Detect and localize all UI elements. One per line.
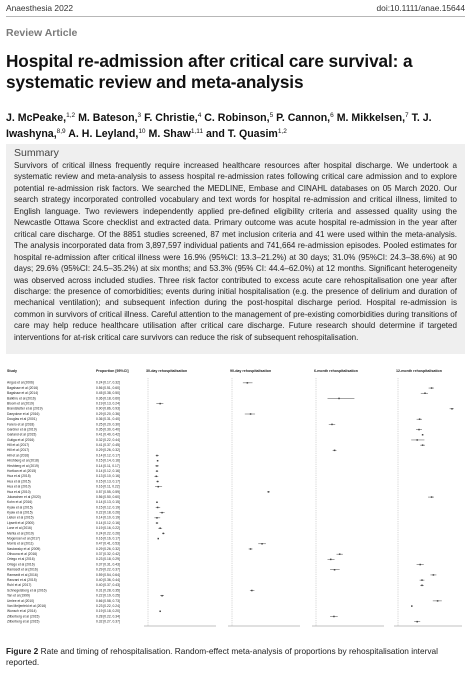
point-estimate [422,434,424,436]
proportion-label: 0.56 [0.50, 0.60] [96,494,120,499]
proportion-label: 0.29 [0.22, 0.37] [96,567,120,572]
author-name: J. McPeake, [6,112,67,124]
proportion-label: 0.41 [0.40, 0.42] [96,432,120,437]
study-label: Kyaw et al (2015) [7,510,33,515]
point-estimate [268,491,270,493]
point-estimate [159,403,161,405]
study-label: Hirshberg et al (2019) [7,463,39,468]
proportion-label: 0.24 [0.17, 0.32] [96,380,120,385]
study-label: Bagshaw et al (2016) [7,385,39,390]
proportion-label: 0.13 [0.10, 0.16] [96,474,120,479]
proportion-label: 0.16 [0.16, 0.17] [96,536,120,541]
point-estimate [156,502,158,504]
proportion-label: 0.22 [0.18, 0.26] [96,510,120,515]
study-label: Othouna et al (2016) [7,552,38,557]
study-label: Hua et al (2015) [7,474,31,479]
author-name: T. J. Iwashyna, [6,112,432,140]
article-title: Hospital re-admission after critical care survival: a systematic review and meta-analysis [6,51,413,92]
point-estimate [338,398,340,400]
author-name: M. Bateson, [78,112,138,124]
point-estimate [330,559,332,561]
point-estimate [157,481,159,483]
study-label: Gutiga et al (2016) [7,437,35,442]
point-estimate [416,439,418,441]
proportion-label: 0.66 [0.58, 0.73] [96,598,120,603]
study-label: Daeydove et al (2016) [7,411,40,416]
proportion-label: 0.14 [0.11, 0.17] [96,463,120,468]
point-estimate [431,387,433,389]
proportion-label: 0.90 [0.86, 0.93] [96,406,120,411]
study-label: Tan et al (1999) [7,593,30,598]
point-estimate [433,574,435,576]
proportion-label: 0.29 [0.26, 0.32] [96,546,120,551]
proportion-label: 0.35 [0.30, 0.40] [96,427,120,432]
study-label: Ruhl et al (2017) [7,583,32,588]
study-label: Douglas et al (2001) [7,417,37,422]
proportion-label: 0.19 [0.13, 0.24] [96,401,120,406]
summary-text: Survivors of critical illness frequently require increased healthcare resources after hospital discharge. We undertook a systematic review and meta-analysis to assess hospital re-admission rates following critical care admission and to explore potential re-admission risk factors. We searched the MEDLINE, Embase and CINAHL databases on 05 March 2020. Our search strategy incorporated controlled vocabulary and text words for hospital re-admission and critical illness, limited to English language. Two reviewers independently applied pre-defined eligibility criteria and assessed quality using the Newcastle Ottawa Score checklist and extracted data. Primary outcome was acute hospital re-admission in the year after critical care discharge. Of the 8851 studies screened, 87 met inclusion criteria and 41 were used within the meta-analysis. The analysis incorporated data from 3,897,597 individual patients and 741,664 re-admission episodes. Pooled estimates for hospital re-admission after critical illness were 16.9% (95%CI: 13.3–21.2%) at 30 days; 31.0% (95%CI: 24.3–38.6%) at 90 days; 29.6% (95%CI: 24.5–35.2%) at six months; and 53.3% (95% CI: 44.4–62.0%) at 12 months. Significant heterogeneity was observed across included studies. Three risk factor contributed to excess acute care rehospitalisation one year after discharge: the presence of comorbidities; events during initial hospitalisation (e.g. the presence of delirium and duration of mechanical ventilation); and subsequent infection during the post-hospital discharge period. Hospital re-admission is common in survivors of critical illness. Careful attention to the management of pre-existing comorbidities during transitions of care may help reduce healthcare utilisation after critical care discharge. Future research should determine if targeted interventions for at-risk critical care survivors can reduce the risk of subsequent rehospitalisation. [14,161,457,342]
study-label: Lieten et al (2015) [7,515,34,520]
point-estimate [156,455,158,457]
study-label: Ramsedt et al (2016) [7,567,38,572]
study-label: Nasiowsky et al (2009) [7,546,41,551]
point-estimate [161,512,163,514]
point-estimate [156,465,158,467]
point-estimate [247,382,249,384]
panel-header: 6-month rehospitalisation [314,369,358,373]
study-label: Van Meijenfeld et al (2016) [7,603,47,608]
point-estimate [159,611,161,613]
author-name: P. Cannon, [276,112,331,124]
study-label: Zilberberg et al (2015) [7,619,40,624]
proportion-label: 0.14 [0.13, 0.15] [96,500,120,505]
author-list [6,109,466,141]
proportion-label: 0.59 [0.54, 0.64] [96,572,120,577]
proportion-label: 0.15 [0.13, 0.17] [96,479,120,484]
proportion-label: 0.14 [0.12, 0.17] [96,453,120,458]
point-estimate [250,413,252,415]
point-estimate [156,470,158,472]
proportion-label: 0.31 [0.28, 0.35] [96,588,120,593]
point-estimate [156,476,158,478]
study-label: Gardner et al (2019) [7,427,37,432]
study-label: Hua et al (2010) [7,484,31,489]
study-label: Ramsedt et al (2016) [7,572,38,577]
panel-header: 90-day rehospitalisation [230,369,272,373]
study-label: Bagshaw et al (2014) [7,391,39,396]
point-estimate [421,585,423,587]
proportion-label: 0.25 [0.20, 0.30] [96,422,120,427]
point-estimate [156,522,158,524]
study-label: Garland et al (2015) [7,432,37,437]
proportion-label: 0.32 [0.27, 0.37] [96,619,120,624]
study-label: Balkhru et al (2016) [7,396,36,401]
point-estimate [161,595,163,597]
point-estimate [157,460,159,462]
study-label: Kohn et al (2016) [7,500,33,505]
proportion-label: 0.19 [0.18, 0.20] [96,609,120,614]
point-estimate [424,392,426,394]
study-label: Lone et al (2016) [7,526,32,531]
proportion-label: 0.23 [0.22, 0.24] [96,603,120,608]
point-estimate [331,424,333,426]
header-rule [6,16,465,17]
point-estimate [334,450,336,452]
proportion-label: 0.14 [0.10, 0.19] [96,515,120,520]
point-estimate [411,605,413,607]
forest-plot-svg [6,364,465,632]
proportion-label: 0.36 [0.31, 0.40] [96,417,120,422]
figure-label: Figure 2 [6,646,39,656]
author-affiliation: 1,2 [277,128,287,135]
author-name: C. Robinson, [204,112,270,124]
study-label: Jukarainen et al (2020) [7,494,41,499]
figure-caption-text: Rate and timing of rehospitalisation. Random-effect meta-analysis of proportions by rehospitalisation interval reported. [6,646,438,667]
point-estimate [451,408,453,410]
author-affiliation: 3 [137,112,142,119]
study-label: Mehta et al (2019) [7,531,34,536]
study-label: Lipsett et al (2000) [7,520,35,525]
proportion-label: 0.29 [0.20, 0.36] [96,411,120,416]
point-estimate [437,600,439,602]
study-label: Hua et al (2015) [7,479,31,484]
author-name: M. Shaw [148,128,191,140]
point-estimate [157,486,159,488]
proportion-label: 0.15 [0.12, 0.19] [96,505,120,510]
point-estimate [159,527,161,529]
proportion-label: 0.36 [0.18, 0.60] [96,396,120,401]
study-label: Hortkan et al (2015) [7,468,37,473]
author-affiliation: 7 [405,112,409,119]
study-label: Zilberberg et al (2015) [7,614,40,619]
panel-header: 30-day rehospitalisation [146,369,188,373]
study-column-header: Study [7,369,17,373]
point-estimate [431,496,433,498]
point-estimate [419,564,421,566]
point-estimate [418,429,420,431]
forest-plot-figure [6,364,465,632]
author-name: and T. Quasim [206,128,278,140]
proportion-column-header: Proportion [95%CI] [96,369,129,373]
proportion-label: 0.14 [0.12, 0.16] [96,520,120,525]
author-affiliation: 8,9 [56,128,66,135]
point-estimate [157,538,159,540]
study-label: Umlee et al (2010) [7,598,35,603]
point-estimate [156,517,158,519]
study-label: Kyaw et al (2015) [7,505,33,510]
proportion-label: 0.37 [0.31, 0.43] [96,562,120,567]
proportion-label: 0.37 [0.32, 0.42] [96,552,120,557]
proportion-label: 0.24 [0.22, 0.26] [96,531,120,536]
proportion-label: 0.15 [0.14, 0.16] [96,458,120,463]
proportion-label: 0.41 [0.37, 0.45] [96,443,120,448]
point-estimate [333,616,335,618]
study-label: Schnegelsberg et al (2016) [7,588,47,593]
proportion-label: 0.14 [0.12, 0.16] [96,468,120,473]
point-estimate [339,553,341,555]
study-label: Hill et al (2016) [7,453,30,458]
author-name: M. Mikkelsen, [336,112,406,124]
point-estimate [419,418,421,420]
point-estimate [334,569,336,571]
summary-heading: Summary [14,147,59,159]
study-label: Wunsch et al (2014) [7,609,37,614]
author-affiliation: 1,11 [190,128,204,135]
point-estimate [422,444,424,446]
point-estimate [251,590,253,592]
journal-name: Anaesthesia 2022 [6,3,74,13]
summary-box [6,144,465,354]
proportion-label: 0.19 [0.16, 0.22] [96,526,120,531]
proportion-label: 0.40 [0.36, 0.44] [96,578,120,583]
study-label: Brandstetter et al (2019) [7,406,43,411]
proportion-label: 0.16 [0.11, 0.22] [96,484,120,489]
study-label: Hirshberg et al (2018) [7,458,39,463]
study-label: Hua et al (2010) [7,489,31,494]
point-estimate [416,621,418,623]
proportion-label: 0.56 [0.51, 0.60] [96,385,120,390]
study-label: Morris et al (2011) [7,541,34,546]
study-label: Ortego et al (2016) [7,557,35,562]
proportion-label: 0.40 [0.37, 0.43] [96,583,120,588]
proportion-label: 0.28 [0.22, 0.34] [96,614,120,619]
point-estimate [421,579,423,581]
study-label: Bloom et al (2019) [7,401,34,406]
study-label: Hill et al (2017) [7,448,30,453]
panel-header: 12-month rehospitalisation [396,369,442,373]
point-estimate [163,533,165,535]
proportion-label: 0.23 [0.18, 0.29] [96,557,120,562]
point-estimate [250,548,252,550]
study-label: Ortego et al (2016) [7,562,35,567]
study-label: Hill et al (2017) [7,443,30,448]
figure-caption [6,646,465,668]
author-affiliation: 5 [269,112,274,119]
study-label: Mogensen et al (2017) [7,536,40,541]
proportion-label: 0.29 [0.26, 0.32] [96,448,120,453]
author-name: F. Christie, [144,112,198,124]
study-label: Ranzani et al (2015) [7,578,37,583]
proportion-label: 0.57 [0.55, 0.59] [96,489,120,494]
point-estimate [157,507,159,509]
proportion-label: 0.45 [0.38, 0.50] [96,391,120,396]
study-label: Farero et al (2018) [7,422,35,427]
proportion-label: 0.22 [0.19, 0.25] [96,593,120,598]
point-estimate [261,543,263,545]
doi-link[interactable]: doi:10.1111/anae.15644 [376,3,465,13]
author-affiliation: 4 [197,112,202,119]
journal-header [6,3,465,15]
author-affiliation: 10 [138,128,146,135]
author-name: A. H. Leyland, [68,128,139,140]
author-affiliation: 6 [330,112,334,119]
study-label: Angus et al (2006) [7,380,34,385]
author-affiliation: 1,2 [66,112,76,119]
proportion-label: 0.47 [0.41, 0.53] [96,541,120,546]
article-type-label: Review Article [6,27,78,39]
proportion-label: 0.32 [0.22, 0.44] [96,437,120,442]
